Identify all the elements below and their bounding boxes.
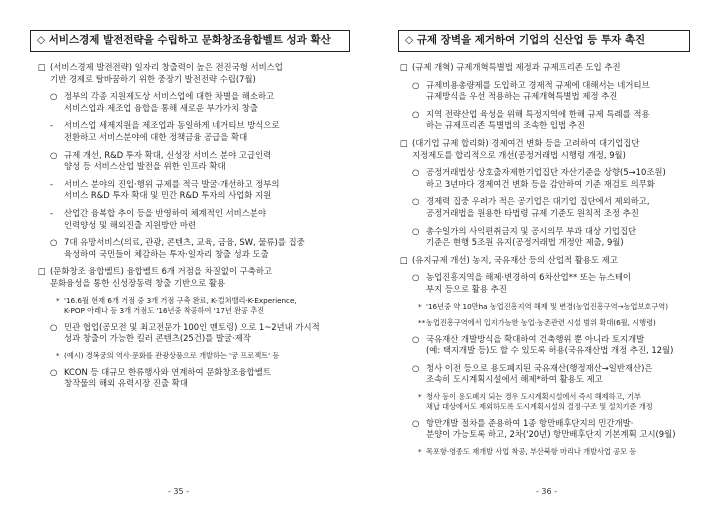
text-line: (대기업 규제 합리화) 경제여건 변화 등을 고려하여 대기업집단	[412, 137, 640, 148]
section-item	[38, 266, 338, 289]
text-line: (예시) 경복궁의 역사·문화를 관광상품으로 개발하는 '궁 프로젝트' 등	[64, 350, 280, 360]
bullet-mark: ○	[412, 196, 420, 207]
text-line: 지정제도를 합리적으로 개선(공정거래법 시행령 개정, 9월)	[412, 149, 626, 160]
text-line: 성과 창출이 가능한 킬러 콘텐츠(25건)를 발굴·제작	[64, 333, 251, 344]
text-line: (예: 택지개발 등)도 할 수 있도록 허용(국유재산법 개정 추진, 12월)	[426, 345, 674, 356]
text-line: (유지규제 개선) 농지, 국유재산 등의 산업적 활용도 제고	[412, 254, 618, 265]
bullet-mark: □	[400, 62, 408, 72]
text-line: 공정거래법상 상호출자제한기업집단 자산기준을 상향(5→10조원)	[426, 167, 666, 178]
text-line: 서비스 분야의 진입·행위 규제를 적극 발굴·개선하고 정부의	[64, 178, 280, 189]
bullet-mark: ○	[412, 167, 420, 178]
bullet-item	[400, 226, 690, 249]
bullet-item	[400, 334, 690, 357]
bullet-item	[400, 80, 690, 103]
text-line: 기반 경제로 탈바꿈하기 위한 중장기 발전전략 수립(7월)	[50, 73, 256, 84]
bullet-mark: ○	[412, 225, 420, 236]
section-title-left: ◇ 서비스경제 발전전략을 수립하고 문화창조융합벨트 성과 확산	[30, 30, 350, 52]
bullet-mark: ○	[412, 417, 420, 428]
text-line: 규제방식을 우선 적용하는 규제개혁특별법 제정 추진	[426, 91, 618, 102]
bullet-item	[38, 208, 338, 231]
bullet-mark: **	[418, 317, 426, 327]
section-title-right: ◇ 규제 장벽을 제거하여 기업의 신산업 등 투자 촉진	[398, 30, 690, 52]
text-line: 경제력 집중 우려가 적은 공기업은 대기업 집단에서 제외하고,	[426, 196, 650, 207]
text-line: 문화융성을 통한 신성장동력 창출 기반으로 활용	[50, 277, 226, 288]
text-line: 청사 이전 등으로 용도폐지된 국유재산(행정재산→일반재산)은	[426, 362, 653, 373]
text-line: 전환하고 서비스분야에 대한 정책금융 공급을 확대	[64, 131, 248, 142]
text-line: 육성하여 국민들이 체감하는 투자·일자리 창출 성과 도출	[64, 248, 269, 259]
footnote-item	[38, 296, 338, 316]
bullet-item	[400, 109, 690, 132]
text-line: 창작물의 해외 유력시장 진출 확대	[64, 378, 188, 389]
text-line: 국유재산 개발방식을 확대하여 건축행위 뿐 아니라 토지개발	[426, 333, 645, 344]
text-line: 채납 대상에서도 제외하도록 도시계획시설의 결정·구조 및 설치기준 개정	[426, 401, 653, 411]
text-line: 항만개발 절차를 준용하여 1종 항만배후단지의 민간개발·	[426, 417, 634, 428]
text-line: 기준은 현행 5조원 유지(공정거래법 개정안 제출, 9월)	[426, 237, 624, 248]
section-item	[400, 255, 690, 267]
text-line: 지역 전략산업 육성을 위해 특정지역에 한해 규제 특례를 적용	[426, 108, 650, 119]
page-number-right: - 36 -	[536, 487, 558, 496]
bullet-item	[400, 196, 690, 219]
bullet-mark: ○	[412, 333, 420, 344]
bullet-mark: □	[400, 137, 408, 148]
text-line: 공정거래법을 원용한 타법령 규제 기준도 원칙적 조정 추진	[426, 207, 639, 218]
text-line: 조속히 도시계획시설에서 해제*하여 활용도 제고	[426, 374, 603, 385]
text-line: '16년중 약 10만ha 농업진흥지역 해제 및 변경(농업진흥구역→농업보호구역)	[426, 301, 669, 311]
bullet-mark: *	[418, 447, 422, 457]
text-line: 농업진흥구역에서 입지가능한 농업·농촌관련 시설 범위 확대(6월, 시행령)	[426, 317, 656, 327]
page-right	[360, 0, 720, 508]
text-line: 서비스업과 제조업 융합을 통해 새로운 부가가치 창출	[64, 102, 258, 113]
text-line: 양성 등 서비스산업 발전을 위한 인프라 확대	[64, 161, 226, 172]
text-line: (서비스경제 발전전략) 일자리 창출력이 높은 전진국형 서비스업	[50, 62, 283, 72]
bullet-item	[38, 150, 338, 173]
bullet-mark: ○	[412, 79, 420, 90]
bullet-mark: *	[418, 391, 422, 401]
text-line: 인력양성 및 해외진출 지원방안 마련	[64, 219, 197, 230]
bullet-mark: -	[50, 120, 54, 131]
text-line: (규제 개혁) 규제개혁특별법 제정과 규제프리존 도입 추진	[412, 62, 621, 72]
text-line: 분양이 가능토록 하고, 2차('20년) 항만배후단지 기본계획 고시(9월)	[426, 429, 676, 440]
bullet-item	[38, 322, 338, 345]
text-line: 규제비용총량제를 도입하고 경제적 규제에 대해서는 네거티브	[426, 79, 650, 90]
bullet-mark: □	[38, 266, 46, 277]
page-body-right	[400, 62, 690, 463]
bullet-mark: ○	[412, 362, 420, 373]
footnote-item	[400, 392, 690, 412]
bullet-mark: ○	[412, 272, 420, 283]
text-line: 7대 유망서비스(의료, 관광, 콘텐츠, 교육, 금융, SW, 물류)를 집중	[64, 237, 305, 248]
section-item	[38, 62, 338, 85]
text-line: 하고 3년마다 경제여건 변화 등을 감안하여 기준 재검토 의무화	[426, 178, 655, 189]
text-line: 목포항·영종도 재개발 사업 착공, 부산북항 마리나 개발사업 공모 등	[426, 447, 637, 457]
bullet-item	[38, 367, 338, 390]
section-item	[400, 138, 690, 161]
bullet-mark: *	[418, 301, 422, 311]
bullet-mark: ○	[50, 91, 58, 102]
text-line: KCON 등 대규모 한류행사와 연계하여 문화창조융합벨트	[64, 366, 271, 377]
text-line: K-POP 아레나 등 3개 거점도 '16년중 착공하여 '17년 완공 추진	[64, 305, 265, 315]
footnote-item	[400, 447, 690, 457]
bullet-mark: □	[400, 254, 408, 265]
bullet-item	[400, 363, 690, 386]
bullet-mark: □	[38, 62, 46, 72]
text-line: 서비스업 세제지원을 제조업과 동일하게 네거티브 방식으로	[64, 120, 280, 131]
bullet-mark: ○	[412, 108, 420, 119]
bullet-item	[400, 167, 690, 190]
text-line: 부지 등으로 활용 추진	[426, 283, 507, 294]
bullet-item	[38, 179, 338, 202]
text-line: 산업간 융복합 추이 등을 반영하여 체계적인 서비스분야	[64, 207, 267, 218]
bullet-mark: ○	[50, 321, 58, 332]
text-line: 하는 규제프리존 특별법의 조속한 입법 추진	[426, 120, 585, 131]
bullet-mark: ○	[50, 237, 58, 248]
text-line: 정부의 각종 지원제도상 서비스업에 대한 차별을 해소하고	[64, 91, 275, 102]
text-line: 서비스 R&D 투자 확대 및 민간 R&D 투자의 사업화 지원	[64, 190, 272, 201]
text-line: 청사 등이 용도폐지 되는 경우 도시계획시설에서 즉시 해제하고, 기부	[426, 391, 641, 401]
text-line: 총수일가의 사익편취금지 및 공시의무 부과 대상 기업집단	[426, 225, 637, 236]
bullet-mark: ○	[50, 366, 58, 377]
text-line: 농업진흥지역을 해제·변경하여 6차산업** 또는 뉴스테이	[426, 272, 631, 283]
bullet-mark: *	[56, 295, 60, 305]
bullet-item	[38, 120, 338, 143]
bullet-item	[38, 91, 338, 114]
footnote-item	[38, 351, 338, 361]
page-number-left: - 35 -	[168, 487, 190, 496]
footnote-item	[400, 318, 690, 328]
section-item	[400, 62, 690, 74]
bullet-item	[38, 237, 338, 260]
text-line: '16.6월 현재 6개 거점 중 3개 거점 구축 완료, K-컬쳐밸리·K-Experience,	[64, 295, 297, 305]
page-body-left	[38, 62, 338, 396]
text-line: 민관 협업(공모전 및 최고전문가 100인 멘토링) 으로 1~2년내 가시적	[64, 321, 320, 332]
bullet-item	[400, 418, 690, 441]
text-line: 규제 개선, R&D 투자 확대, 신성장 서비스 분야 고급인력	[64, 149, 272, 160]
footnote-item	[400, 302, 690, 312]
bullet-mark: ○	[50, 149, 58, 160]
text-line: (문화창조 융합벨트) 융합벨트 6개 거점을 차질없이 구축하고	[50, 266, 273, 277]
bullet-mark: -	[50, 178, 54, 189]
bullet-mark: -	[50, 207, 54, 218]
bullet-mark: *	[56, 350, 60, 360]
bullet-item	[400, 272, 690, 295]
